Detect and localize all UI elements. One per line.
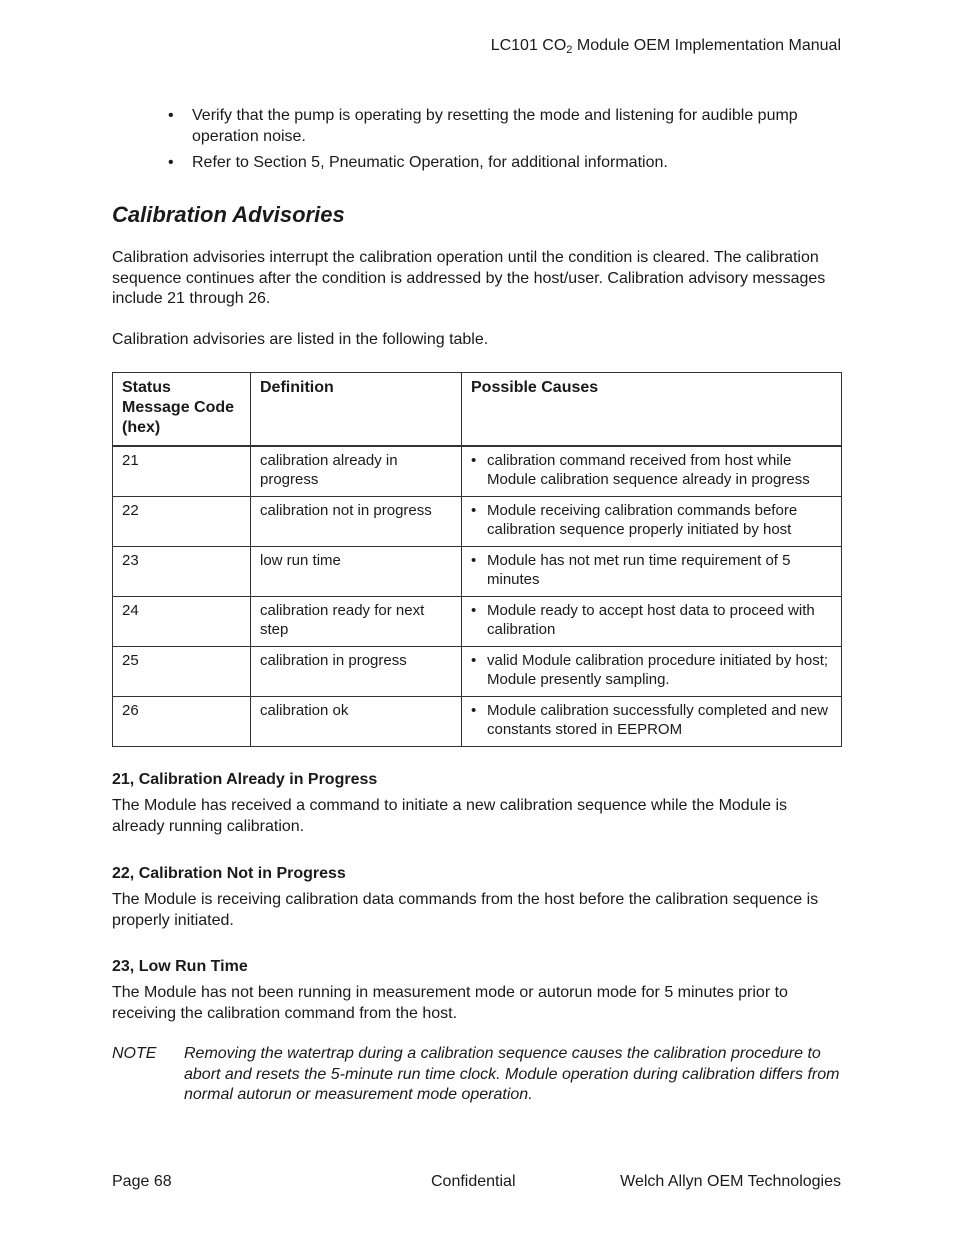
advisories-table	[112, 372, 842, 747]
note-label: NOTE	[112, 1045, 157, 1062]
cell-definition: low run time	[251, 547, 462, 597]
header-title-suffix: Module OEM Implementation Manual	[572, 37, 841, 54]
bullet-icon: •	[471, 652, 477, 669]
bullet-icon: •	[471, 452, 477, 469]
cell-definition: calibration ok	[251, 697, 462, 747]
cause-text: Module has not met run time requirement of 5 minutes	[487, 552, 791, 588]
note-text: Removing the watertrap during a calibration sequence causes the calibration procedure to abort and resets the 5-minute run time clock. Module operation during calibration differs from normal autorun or measurement mode operation.	[184, 1045, 840, 1103]
subsection-title-23: 23, Low Run Time	[112, 958, 248, 975]
table-intro: Calibration advisories are listed in the following table.	[112, 331, 489, 348]
cell-cause	[462, 697, 842, 747]
cell-definition: calibration ready for next step	[251, 597, 462, 647]
bullet-icon: •	[168, 107, 174, 124]
intro-paragraph: Calibration advisories interrupt the calibration operation until the condition is cleared. The calibration sequence continues after the condition is addressed by the host/user. Calibration advisory messages include 21 through 26.	[112, 249, 826, 307]
subsection-body-23: The Module has not been running in measurement mode or autorun mode for 5 minutes prior to receiving the calibration command from the host.	[112, 984, 788, 1022]
cell-definition: calibration not in progress	[251, 497, 462, 547]
table-row	[113, 597, 842, 647]
bullet-item	[168, 106, 848, 147]
cell-code: 21	[113, 446, 251, 497]
cell-cause	[462, 446, 842, 497]
subsection-body-21: The Module has received a command to initiate a new calibration sequence while the Module is already running calibration.	[112, 797, 788, 835]
footer-confidential: Confidential	[431, 1173, 516, 1190]
cell-code: 25	[113, 647, 251, 697]
subsection-title-22: 22, Calibration Not in Progress	[112, 865, 346, 882]
cell-code: 24	[113, 597, 251, 647]
header-causes: Possible Causes	[462, 373, 842, 447]
bullet-item	[168, 153, 848, 174]
bullet-icon: •	[471, 552, 477, 569]
table-row	[113, 547, 842, 597]
subsection-title-21: 21, Calibration Already in Progress	[112, 771, 378, 788]
table-header-row	[113, 373, 842, 447]
cause-text: valid Module calibration procedure initiated by host; Module presently sampling.	[487, 652, 829, 688]
section-title: Calibration Advisories	[112, 202, 345, 227]
header-title-prefix: LC101 CO	[490, 37, 567, 54]
header-code: Status Message Code (hex)	[113, 373, 251, 447]
running-header	[491, 37, 841, 56]
footer-company: Welch Allyn OEM Technologies	[620, 1173, 841, 1190]
bullet-text: Verify that the pump is operating by resetting the mode and listening for audible pump operation noise.	[192, 107, 798, 145]
cause-text: calibration command received from host while Module calibration sequence already in progress	[487, 452, 810, 488]
bullet-icon: •	[471, 602, 477, 619]
table-row	[113, 697, 842, 747]
cell-definition: calibration in progress	[251, 647, 462, 697]
table-row	[113, 497, 842, 547]
footer-page-number: Page 68	[112, 1173, 172, 1190]
bullet-list	[168, 106, 848, 180]
cell-code: 22	[113, 497, 251, 547]
bullet-icon: •	[471, 702, 477, 719]
cause-text: Module receiving calibration commands before calibration sequence properly initiated by host	[487, 502, 798, 538]
header-title-subscript: 2	[566, 44, 573, 56]
bullet-icon: •	[168, 154, 174, 171]
cause-text: Module ready to accept host data to proceed with calibration	[487, 602, 815, 638]
table-row	[113, 446, 842, 497]
cause-text: Module calibration successfully completed and new constants stored in EEPROM	[487, 702, 829, 738]
cell-definition: calibration already in progress	[251, 446, 462, 497]
cell-cause	[462, 597, 842, 647]
bullet-icon: •	[471, 502, 477, 519]
header-definition: Definition	[251, 373, 462, 447]
subsection-body-22: The Module is receiving calibration data commands from the host before the calibration sequence is properly initiated.	[112, 891, 819, 929]
cell-code: 23	[113, 547, 251, 597]
cell-cause	[462, 547, 842, 597]
cell-code: 26	[113, 697, 251, 747]
cell-cause	[462, 497, 842, 547]
bullet-text: Refer to Section 5, Pneumatic Operation, for additional information.	[192, 154, 668, 171]
cell-cause	[462, 647, 842, 697]
table-row	[113, 647, 842, 697]
